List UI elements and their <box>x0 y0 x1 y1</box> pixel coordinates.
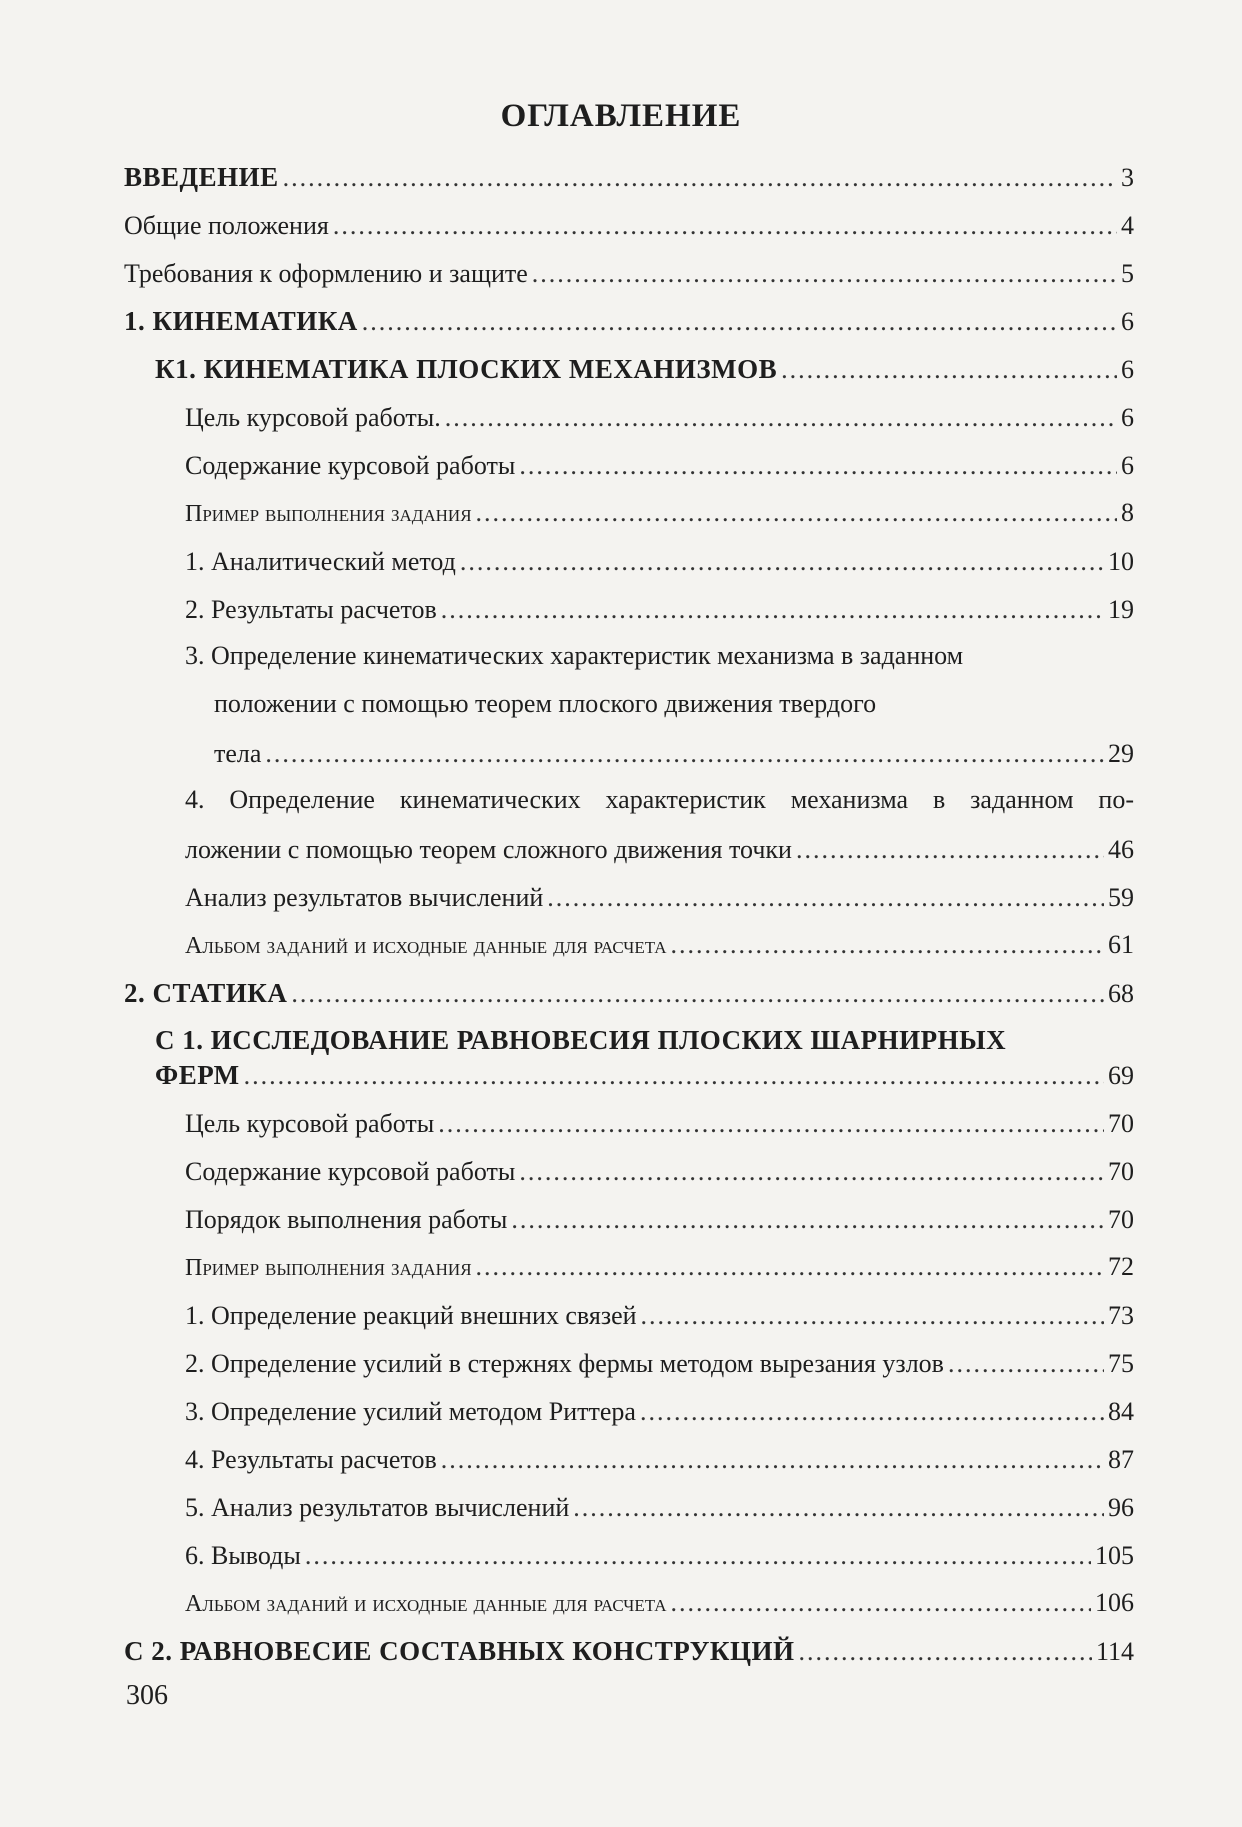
toc-entry-label: 6. Выводы <box>185 1541 301 1570</box>
toc-entry-c1-reactions[interactable] <box>0 1290 1242 1338</box>
toc-entry-page: 19 <box>1108 595 1134 624</box>
toc-entry-label: 4. Результаты расчетов <box>185 1445 437 1474</box>
toc-entry-c1-procedure[interactable] <box>0 1194 1242 1242</box>
dot-leader <box>511 1204 1104 1236</box>
toc-entry-page: 61 <box>1108 930 1134 959</box>
toc-entry-label: К1. КИНЕМАТИКА ПЛОСКИХ МЕХАНИЗМОВ <box>155 354 778 384</box>
toc-entry-c1[interactable] <box>0 1016 1242 1098</box>
toc-entry-c1-ritter[interactable] <box>0 1386 1242 1434</box>
toc-entry-label: ложении с помощью теорем сложного движения точки <box>185 835 792 864</box>
toc-entry-label: Анализ результатов вычислений <box>185 883 544 912</box>
toc-entry-page: 6 <box>1121 307 1134 336</box>
dot-leader <box>781 354 1117 386</box>
toc-entry-k1-results[interactable] <box>0 584 1242 632</box>
toc-entry-label: Требования к оформлению и защите <box>124 259 528 288</box>
toc-entry-label: тела <box>214 739 262 768</box>
dot-leader <box>948 1348 1104 1380</box>
dot-leader <box>291 978 1104 1010</box>
toc-entry-c1-example[interactable] <box>0 1242 1242 1290</box>
toc-entry-label: ФЕРМ <box>155 1060 240 1090</box>
toc-entry-page: 87 <box>1108 1445 1134 1474</box>
toc-entry-last-line <box>0 1050 1242 1098</box>
toc-entry-introduction[interactable] <box>0 152 1242 200</box>
toc-entry-label: Пример выполнения задания <box>185 1255 472 1281</box>
toc-entry-page: 46 <box>1108 835 1134 864</box>
dot-leader <box>476 497 1117 529</box>
toc-entry-statics[interactable] <box>0 968 1242 1016</box>
toc-entry-page: 59 <box>1108 883 1134 912</box>
toc-entry-c1-content[interactable] <box>0 1146 1242 1194</box>
page-number: 306 <box>126 1680 168 1711</box>
toc-entry-k1-content[interactable] <box>0 440 1242 488</box>
toc-entry-label: Альбом заданий и исходные данные для расчета <box>185 933 667 959</box>
toc-entry-k1-analysis[interactable] <box>0 872 1242 920</box>
toc-entry-label: 1. Определение реакций внешних связей <box>185 1301 637 1330</box>
dot-leader <box>265 738 1104 770</box>
dot-leader <box>441 594 1104 626</box>
dot-leader <box>796 834 1104 866</box>
toc-entry-page: 84 <box>1108 1397 1134 1426</box>
toc-entry-page: 68 <box>1108 979 1134 1008</box>
toc-entry-general-provisions[interactable] <box>0 200 1242 248</box>
dot-leader <box>333 210 1117 242</box>
toc-entry-page: 96 <box>1108 1493 1134 1522</box>
toc-entry-page: 4 <box>1121 211 1134 240</box>
dot-leader <box>283 162 1117 194</box>
page-title: ОГЛАВЛЕНИЕ <box>500 98 742 134</box>
toc-entry-k1-plane-motion[interactable] <box>0 632 1242 776</box>
dot-leader <box>519 450 1117 482</box>
toc-entry-last-line <box>0 728 1242 776</box>
toc-entry-label: Цель курсовой работы <box>185 1109 435 1138</box>
toc-entry-label: 2. Результаты расчетов <box>185 595 437 624</box>
toc-entry-label: 5. Анализ результатов вычислений <box>185 1493 570 1522</box>
toc-entry-label: 3. Определение усилий методом Риттера <box>185 1397 636 1426</box>
toc-entry-label: ВВЕДЕНИЕ <box>124 162 279 192</box>
dot-leader <box>460 546 1104 578</box>
dot-leader <box>441 1444 1104 1476</box>
toc-entry-page: 73 <box>1108 1301 1134 1330</box>
dot-leader <box>532 258 1117 290</box>
dot-leader <box>573 1492 1104 1524</box>
dot-leader <box>640 1396 1104 1428</box>
dot-leader <box>445 402 1117 434</box>
toc-entry-page: 70 <box>1108 1109 1134 1138</box>
table-of-contents <box>0 152 1242 1674</box>
toc-entry-c2[interactable] <box>0 1626 1242 1674</box>
dot-leader <box>671 929 1104 961</box>
toc-entry-label: Общие положения <box>124 211 329 240</box>
dot-leader <box>305 1540 1091 1572</box>
toc-entry-page: 70 <box>1108 1157 1134 1186</box>
toc-entry-page: 6 <box>1121 355 1134 384</box>
toc-entry-label: Содержание курсовой работы <box>185 451 516 480</box>
toc-entry-label: 1. КИНЕМАТИКА <box>124 306 358 336</box>
toc-entry-page: 106 <box>1095 1588 1134 1617</box>
toc-entry-page: 69 <box>1108 1061 1134 1090</box>
toc-entry-k1-album[interactable] <box>0 920 1242 968</box>
toc-entry-c1-analysis[interactable] <box>0 1482 1242 1530</box>
toc-entry-page: 5 <box>1121 259 1134 288</box>
toc-entry-label: С 2. РАВНОВЕСИЕ СОСТАВНЫХ КОНСТРУКЦИЙ <box>124 1636 795 1666</box>
toc-entry-k1-complex-motion[interactable] <box>0 776 1242 872</box>
dot-leader <box>798 1636 1091 1668</box>
toc-entry-k1[interactable] <box>0 344 1242 392</box>
toc-entry-page: 3 <box>1121 163 1134 192</box>
dot-leader <box>438 1108 1104 1140</box>
toc-entry-label: Порядок выполнения работы <box>185 1205 508 1234</box>
toc-entry-label: Альбом заданий и исходные данные для расчета <box>185 1591 667 1617</box>
toc-entry-label: 2. Определение усилий в стержнях фермы методом вырезания узлов <box>185 1349 944 1378</box>
toc-entry-k1-goal[interactable] <box>0 392 1242 440</box>
toc-entry-c1-conclusions[interactable] <box>0 1530 1242 1578</box>
dot-leader <box>244 1060 1104 1092</box>
toc-entry-last-line <box>0 824 1242 872</box>
toc-entry-page: 70 <box>1108 1205 1134 1234</box>
toc-entry-page: 29 <box>1108 739 1134 768</box>
toc-entry-label: Содержание курсовой работы <box>185 1157 516 1186</box>
dot-leader <box>362 306 1117 338</box>
toc-entry-c1-results[interactable] <box>0 1434 1242 1482</box>
toc-entry-label-line: С 1. ИССЛЕДОВАНИЕ РАВНОВЕСИЯ ПЛОСКИХ ШАРНИРНЫХ <box>155 1025 1007 1055</box>
toc-entry-kinematics[interactable] <box>0 296 1242 344</box>
toc-entry-page: 114 <box>1095 1637 1134 1666</box>
toc-entry-label-line: 4. Определение кинематических характеристик механизма в заданном по- <box>185 785 1134 814</box>
toc-entry-page: 75 <box>1108 1349 1134 1378</box>
toc-entry-page: 72 <box>1108 1252 1134 1281</box>
toc-entry-label: Цель курсовой работы. <box>185 403 441 432</box>
toc-entry-label: 2. СТАТИКА <box>124 978 288 1008</box>
toc-entry-label-line: 3. Определение кинематических характеристик механизма в заданном <box>185 641 964 670</box>
toc-entry-page: 10 <box>1108 547 1134 576</box>
toc-entry-page: 6 <box>1121 403 1134 432</box>
toc-entry-c1-node-method[interactable] <box>0 1338 1242 1386</box>
toc-entry-k1-analytic[interactable] <box>0 536 1242 584</box>
toc-entry-label-line: положении с помощью теорем плоского движения твердого <box>214 689 877 718</box>
toc-entry-page: 8 <box>1121 498 1134 527</box>
toc-entry-requirements[interactable] <box>0 248 1242 296</box>
dot-leader <box>641 1300 1104 1332</box>
toc-entry-c1-album[interactable] <box>0 1578 1242 1626</box>
toc-entry-page: 105 <box>1095 1541 1134 1570</box>
toc-entry-label: Пример выполнения задания <box>185 501 472 527</box>
toc-entry-k1-example[interactable] <box>0 488 1242 536</box>
dot-leader <box>476 1251 1104 1283</box>
dot-leader <box>547 882 1104 914</box>
dot-leader <box>519 1156 1104 1188</box>
toc-entry-c1-goal[interactable] <box>0 1098 1242 1146</box>
toc-entry-page: 6 <box>1121 451 1134 480</box>
dot-leader <box>671 1587 1091 1619</box>
toc-entry-label: 1. Аналитический метод <box>185 547 456 576</box>
